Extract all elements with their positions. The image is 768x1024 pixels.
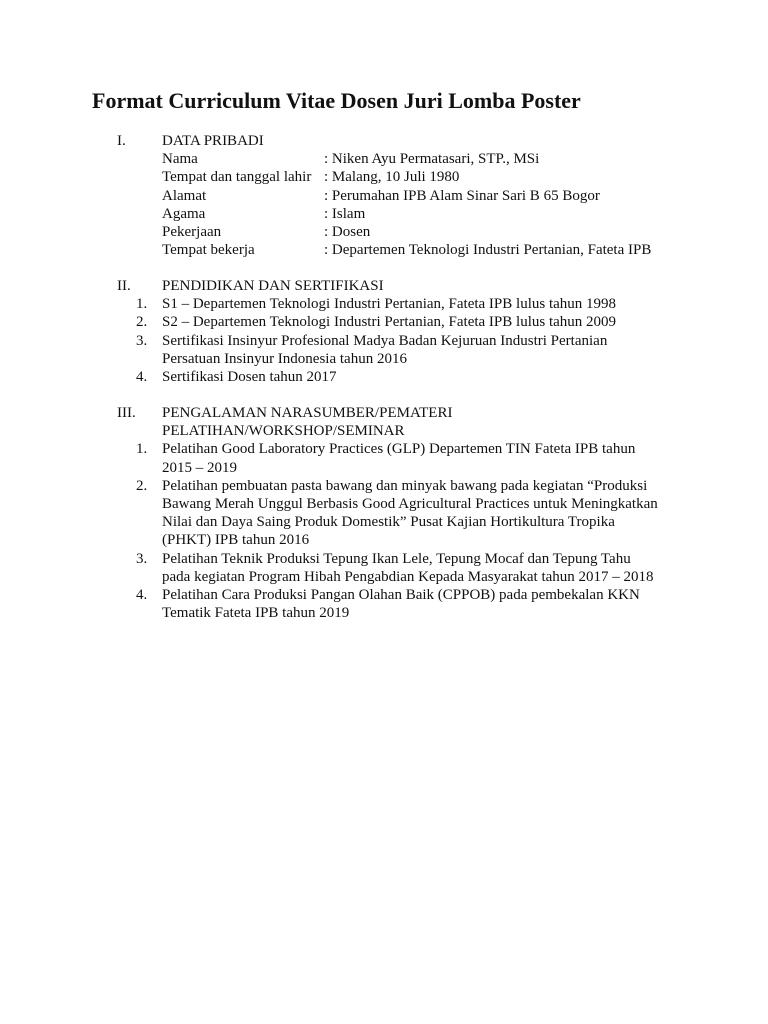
list-item-text: S1 – Departemen Teknologi Industri Pertanian, Fateta IPB lulus tahun 1998	[162, 296, 617, 313]
list-item-text: pada kegiatan Program Hibah Pengabdian Kepada Masyarakat tahun 2017 – 2018	[162, 568, 654, 585]
document-title: Format Curriculum Vitae Dosen Juri Lomba Poster	[92, 88, 581, 113]
section-heading: PENDIDIKAN DAN SERTIFIKASI	[162, 278, 384, 294]
field-label: Nama	[162, 151, 198, 168]
list-item-text: Bawang Merah Unggul Berbasis Good Agricultural Practices untuk Meningkatkan	[162, 495, 658, 512]
list-item-text: 2015 – 2019	[162, 459, 237, 476]
list-item-text: Sertifikasi Insinyur Profesional Madya Badan Kejuruan Industri Pertanian	[162, 332, 608, 349]
section-heading-continued: PELATIHAN/WORKSHOP/SEMINAR	[162, 423, 405, 440]
section-heading: DATA PRIBADI	[162, 133, 264, 149]
list-item-number: 2.	[136, 314, 148, 331]
section-number: III.	[117, 405, 136, 421]
list-item-number: 2.	[136, 477, 148, 494]
list-item-number: 1.	[136, 296, 148, 313]
list-item-text: S2 – Departemen Teknologi Industri Pertanian, Fateta IPB lulus tahun 2009	[162, 314, 617, 331]
list-item-number: 3.	[136, 332, 148, 349]
list-item-number: 4.	[136, 369, 148, 385]
list-item-text: Persatuan Insinyur Indonesia tahun 2016	[162, 350, 407, 367]
field-value: : Departemen Teknologi Industri Pertanian, Fateta IPB	[324, 242, 652, 259]
field-label: Alamat	[162, 187, 207, 204]
field-value: : Malang, 10 Juli 1980	[324, 169, 460, 186]
field-value: : Perumahan IPB Alam Sinar Sari B 65 Bogor	[324, 187, 600, 204]
list-item-number: 4.	[136, 587, 148, 603]
list-item-number: 1.	[136, 441, 148, 458]
field-label: Tempat dan tanggal lahir	[162, 169, 312, 186]
list-item-text: Sertifikasi Dosen tahun 2017	[162, 369, 337, 385]
list-item-text: Pelatihan Good Laboratory Practices (GLP) Departemen TIN Fateta IPB tahun	[162, 441, 636, 458]
list-item-text: Pelatihan Cara Produksi Pangan Olahan Baik (CPPOB) pada pembekalan KKN	[162, 587, 640, 603]
list-item-number: 3.	[136, 550, 148, 567]
section-number: I.	[117, 133, 126, 149]
list-item-text: Nilai dan Daya Saing Produk Domestik” Pusat Kajian Hortikultura Tropika	[162, 514, 615, 531]
field-value: : Islam	[324, 205, 366, 222]
field-value: : Niken Ayu Permatasari, STP., MSi	[324, 151, 540, 168]
field-label: Agama	[162, 205, 206, 222]
list-item-text: (PHKT) IPB tahun 2016	[162, 532, 310, 549]
section-number: II.	[117, 278, 131, 294]
list-item-text: Tematik Fateta IPB tahun 2019	[162, 605, 350, 622]
field-value: : Dosen	[324, 224, 371, 240]
section-heading: PENGALAMAN NARASUMBER/PEMATERI	[162, 405, 453, 421]
field-label: Pekerjaan	[162, 224, 222, 240]
list-item-text: Pelatihan pembuatan pasta bawang dan minyak bawang pada kegiatan “Produksi	[162, 477, 648, 494]
list-item-text: Pelatihan Teknik Produksi Tepung Ikan Lele, Tepung Mocaf dan Tepung Tahu	[162, 550, 631, 567]
field-label: Tempat bekerja	[162, 242, 255, 259]
